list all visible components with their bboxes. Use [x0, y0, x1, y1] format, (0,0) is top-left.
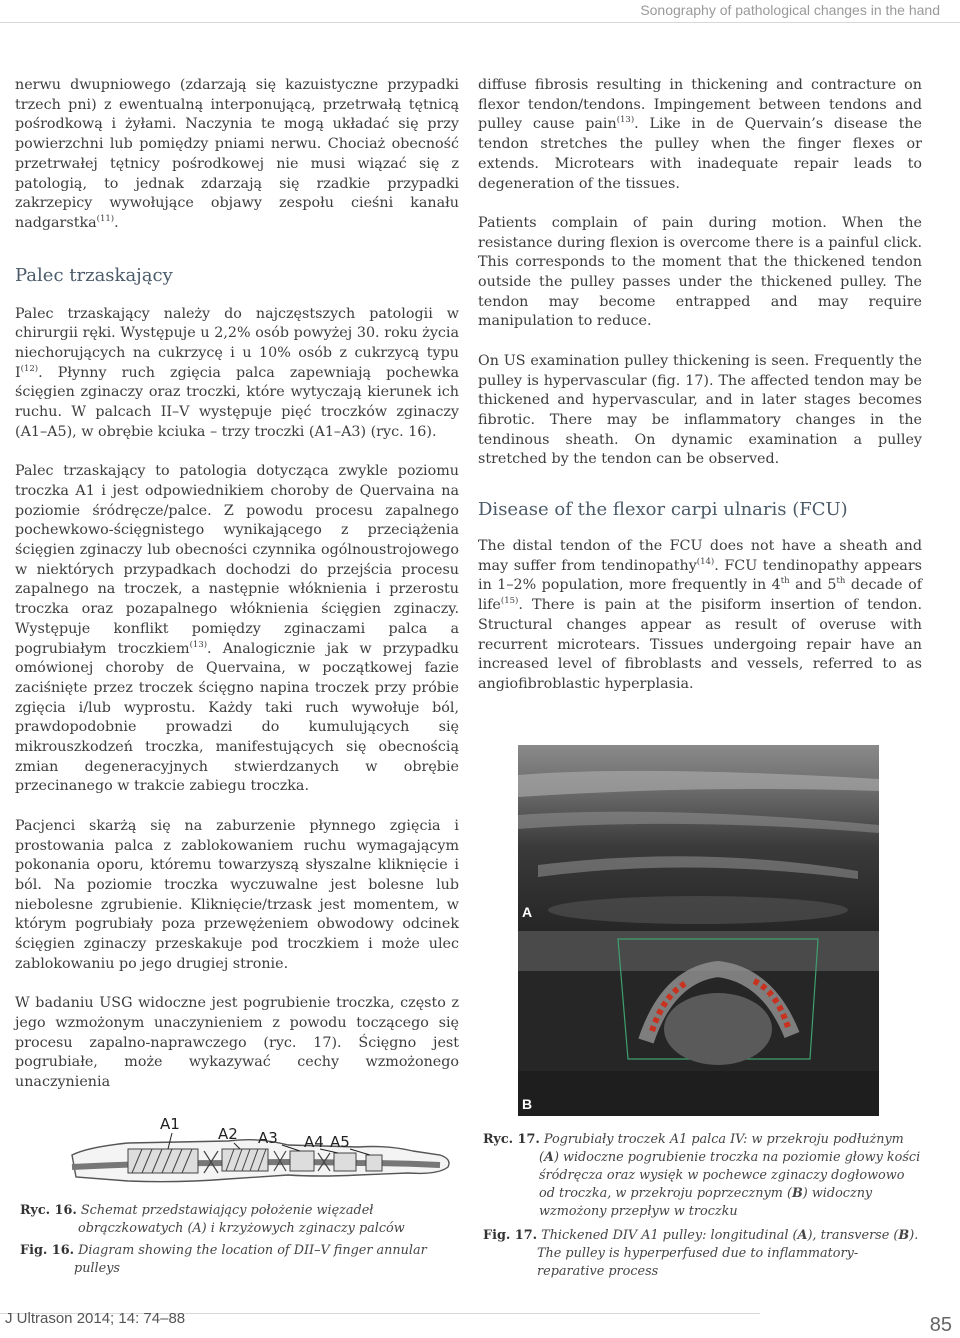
running-head [0, 0, 960, 23]
panel-a-label: A [522, 904, 533, 920]
right-paragraph-2: Patients complain of pain during motion. When the resistance during flexion is overcome there is a painful click. This corresponds to the moment that the thickened tendon outside the pulley passes under the thickened pulley. The tendon may become entrapped and may require manipulation to reduce. [478, 214, 922, 330]
pulley-a2 [222, 1149, 268, 1171]
pulley-a3 [290, 1151, 314, 1171]
label-a3: A3 [258, 1129, 278, 1147]
footer-citation: J Ultrason 2014; 14: 74–88 [5, 1310, 186, 1327]
right-paragraph-1: diffuse fibrosis resulting in thickening and contracture on flexor tendon/tendons. Impingement between tendons and pulley cause pain$^{(13)}$. Like in de Quervain’s disease the tendon stretches the pulley when the finger flexes or extends. Microtears with inadequate repair leads to degeneration of the tissues. [478, 77, 923, 192]
fig16-caption [20, 1202, 460, 1278]
label-a2: A2 [218, 1125, 238, 1143]
left-column [15, 76, 459, 1093]
pulley-a5 [366, 1155, 382, 1171]
left-paragraph-1: nerwu dwupniowego (zdarzają się kazuistyczne przypadki trzech pni) z ewentualną interponującą, przetrwałą tętnicą pośrodkową i żyłami. Naczynia te mogą układać się przy powierzchni lub pomiędzy pniami nerwu. Chociaż obecność przetrwałej tętnicy pośrodkowej nie musi wiązać się z patologią, to jednak zdarzają się rzadkie przypadki zakrzepicy wywołujące objawy zespołu cieśni kanału nadgarstka$^{(11)}$. [15, 77, 459, 231]
fig17-ultrasound [518, 745, 879, 1116]
fig16-pulley-diagram [68, 1097, 454, 1193]
tendon-cross-section [664, 993, 772, 1065]
label-a5: A5 [330, 1133, 350, 1151]
right-paragraph-3: On US examination pulley thickening is seen. Frequently the pulley is hypervascular (fig. 17). The affected tendon may be thickened and hypervascular, and in later stages becomes fibrotic. There may be inflammatory changes in the tendinous sheath. On dynamic examination a pulley stretched by the tendon can be observed. [478, 352, 922, 468]
right-paragraph-4: The distal tendon of the FCU does not have a sheath and may suffer from tendinopathy$^{(14)}$. FCU tendinopathy appears in 1–2% population, more frequently in 4th and 5th decade of life$^{(15)}$. There is pain at the pisiform insertion of tendon. Structural changes appear as result of overuse with recurrent microtears. Tissues undergoing repair have an increased level of fibroblasts and vessels, referred to as angiofibroblastic hyperplasia. [478, 538, 922, 692]
fig16-caption-en: Fig. 16. Diagram showing the location of DII–V finger annular pulleys [20, 1243, 427, 1276]
section-heading-fcu: Disease of the flexor carpi ulnaris (FCU) [478, 499, 848, 521]
page-number: 85 [929, 1314, 952, 1336]
pulley-a1 [128, 1149, 198, 1173]
label-a1: A1 [160, 1115, 180, 1133]
left-paragraph-3: Palec trzaskający to patologia dotycząca zwykle poziomu troczka A1 i jest odpowiednikiem choroby de Quervaina na poziomie śródręcze/palce. Z powodu procesu zapalnego pochewkowo-ścięgnistego wynikającego z przeciążenia ścięgien zginaczy lub obecności czynnika ogólnoustrojowego w niektórych przypadkach dochodzi do przejścia procesu zapalnego na troczek, a następnie włóknienia i przerostu troczka oraz pozapalnego włóknienia ścięgien zginaczy. Występuje konflikt pomiędzy zginaczami palca a pogrubiałym troczkiem$^{(13)}$. Analogicznie jak w przypadku omówionej choroby de Quervaina, w początkowej fazie zaciśnięte przez troczek ścięgno napina troczek przy próbie zgięcia i/lub wyprostu. Każdy taki ruch wywołuje ból, prawdopodobnie prowadzi do kumulujących się mikrouszkodzeń troczka, manifestujących się obecnością zmian degeneracyjnych stwierdzanych w obrębie przecinanego w trakcie zabiegu troczka. [15, 463, 460, 795]
left-paragraph-5: W badaniu USG widoczne jest pogrubienie troczka, często z jego wzmożonym unaczynieniem z powodu toczącego się procesu zapalno-naprawczego (ryc. 17). Ścięgno jest pogrubiałe, może wykazywać cechy wzmożonego unaczynienia [15, 995, 459, 1090]
ultrasound-panel-b [518, 931, 879, 1116]
fig17-caption-en: Fig. 17. Thickened DIV A1 pulley: longitudinal (A), transverse (B). The pulley is hyperperfused due to inflammatory-reparative process [483, 1228, 919, 1279]
panel-b-label: B [522, 1096, 533, 1112]
label-a4: A4 [304, 1133, 324, 1151]
fig17-caption-pl: Ryc. 17. Pogrubiały troczek A1 palca IV: w przekroju podłużnym (A) widoczne pogrubienie troczka na poziomie głowy kości śródręcza oraz wysięk w pochewce zginaczy dogłowowo od troczka, w przekroju poprzecznym (B) widoczny wzmożony przepływ w troczku [483, 1132, 921, 1219]
pulley-a4 [334, 1153, 356, 1171]
fig17-caption [483, 1131, 923, 1281]
left-paragraph-4: Pacjenci skarżą się na zaburzenie płynnego zgięcia i prostowania palca z zablokowaniem ruchu wymagającym pokonania oporu, któremu towarzyszą słyszalne kliknięcie i ból. Na poziomie troczka wyczuwalne jest bolesne lub niebolesne zgrubienie. Kliknięcie/trzask jest momentem, w którym pogrubiały poza przewężeniem obwodowy odcinek ścięgien zginaczy przeskakuje pod troczkiem i może ulec zablokowaniu po jego drugiej stronie. [15, 817, 459, 972]
pulley-diagram-svg [68, 1097, 454, 1193]
section-heading-trigger-finger: Palec trzaskający [15, 264, 173, 286]
running-head-title: Sonography of pathological changes in the hand [640, 2, 940, 18]
right-column [478, 76, 922, 695]
ultrasound-panel-a [518, 745, 879, 931]
fig16-caption-pl: Ryc. 16. Schemat przedstawiający położenie więzadeł obrączkowatych (A) i krzyżowych zginaczy palców [20, 1203, 405, 1236]
left-paragraph-2: Palec trzaskający należy do najczęstszych patologii w chirurgii ręki. Występuje u 2,2% osób powyżej 30. roku życia niechorujących na cukrzycę i u 10% osób z cukrzycą typu $I^{(12)}$. Płynny ruch zgięcia palca zapewniają pochewka ścięgien zginaczy oraz troczki, które wytyczają kierunek ich ruchu. W palcach II–V występuje pięć troczków zginaczy (A1–A5), w obrębie kciuka – trzy troczki (A1–A3) (ryc. 16). [15, 305, 459, 440]
